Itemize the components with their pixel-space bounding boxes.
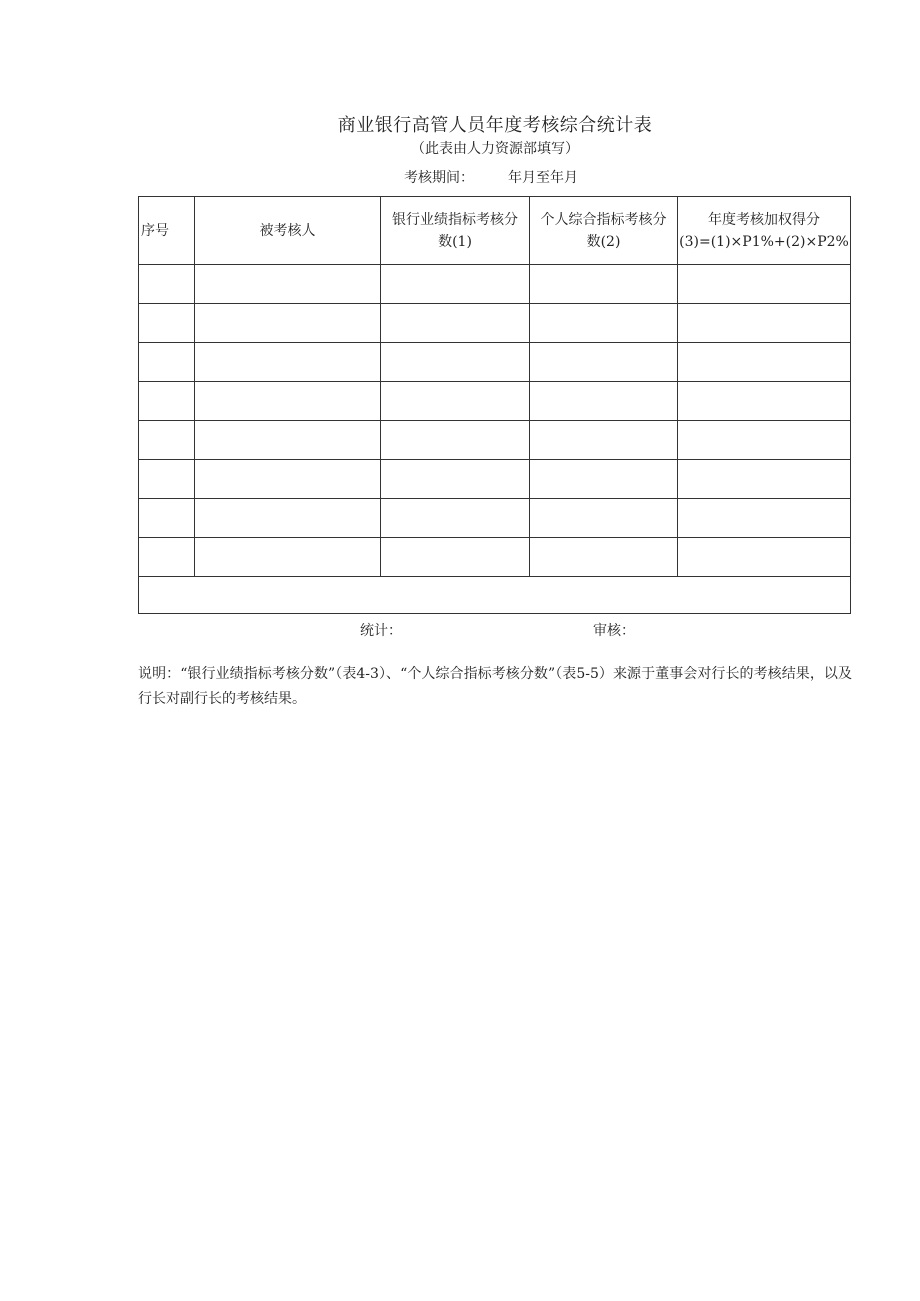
table-row — [139, 421, 851, 460]
cell-personal-score[interactable] — [530, 304, 678, 343]
table-row — [139, 265, 851, 304]
cell-personal-score[interactable] — [530, 343, 678, 382]
cell-assessee[interactable] — [195, 538, 381, 577]
table-row — [139, 538, 851, 577]
header-bank-score — [381, 197, 530, 265]
header-personal-score-line2: 数(2) — [586, 233, 621, 250]
cell-seq[interactable] — [139, 538, 195, 577]
table-row — [139, 499, 851, 538]
cell-annual-score[interactable] — [678, 538, 851, 577]
table-row — [139, 343, 851, 382]
header-personal-score — [530, 197, 678, 265]
explanation-note: 说明：“银行业绩指标考核分数”（表4-3）、“个人综合指标考核分数”（表5-5）来源于董事会对行长的考核结果，以及行长对副行长的考核结果。 — [138, 666, 852, 707]
cell-seq[interactable] — [139, 421, 195, 460]
table-body — [139, 265, 851, 614]
statistics-table — [138, 196, 851, 614]
document-title: 商业银行高管人员年度考核综合统计表 — [337, 115, 653, 136]
cell-bank-score[interactable] — [381, 421, 530, 460]
header-annual-score-line1: 年度考核加权得分 — [708, 211, 820, 228]
cell-assessee[interactable] — [195, 460, 381, 499]
cell-personal-score[interactable] — [530, 538, 678, 577]
cell-bank-score[interactable] — [381, 304, 530, 343]
cell-personal-score[interactable] — [530, 382, 678, 421]
cell-bank-score[interactable] — [381, 382, 530, 421]
cell-assessee[interactable] — [195, 265, 381, 304]
cell-bank-score[interactable] — [381, 499, 530, 538]
cell-annual-score[interactable] — [678, 460, 851, 499]
cell-annual-score[interactable] — [678, 382, 851, 421]
statistics-label: 统计： — [360, 623, 402, 639]
cell-personal-score[interactable] — [530, 265, 678, 304]
cell-seq[interactable] — [139, 343, 195, 382]
cell-assessee[interactable] — [195, 499, 381, 538]
cell-annual-score[interactable] — [678, 421, 851, 460]
header-assessee: 被考核人 — [195, 197, 381, 265]
cell-bank-score[interactable] — [381, 265, 530, 304]
cell-annual-score[interactable] — [678, 304, 851, 343]
cell-bank-score[interactable] — [381, 538, 530, 577]
header-annual-score — [678, 197, 851, 265]
cell-assessee[interactable] — [195, 382, 381, 421]
table-row — [139, 460, 851, 499]
cell-bank-score[interactable] — [381, 343, 530, 382]
header-seq: 序号 — [139, 197, 195, 265]
cell-seq[interactable] — [139, 304, 195, 343]
table-note-row — [139, 577, 851, 614]
cell-seq[interactable] — [139, 499, 195, 538]
cell-seq[interactable] — [139, 265, 195, 304]
cell-assessee[interactable] — [195, 421, 381, 460]
header-bank-score-line2: 数(1) — [438, 233, 472, 250]
cell-merged-remark[interactable] — [139, 577, 851, 614]
header-annual-score-line2: (3)=(1)×P1%+(2)×P2% — [679, 233, 849, 250]
period-label: 考核期间： — [404, 170, 474, 186]
cell-annual-score[interactable] — [678, 499, 851, 538]
cell-personal-score[interactable] — [530, 421, 678, 460]
cell-assessee[interactable] — [195, 304, 381, 343]
assessment-period — [404, 167, 578, 187]
cell-seq[interactable] — [139, 382, 195, 421]
cell-assessee[interactable] — [195, 343, 381, 382]
cell-annual-score[interactable] — [678, 343, 851, 382]
cell-bank-score[interactable] — [381, 460, 530, 499]
table-header-row — [139, 197, 851, 265]
cell-personal-score[interactable] — [530, 460, 678, 499]
document-subtitle: （此表由人力资源部填写） — [411, 141, 579, 157]
cell-annual-score[interactable] — [678, 265, 851, 304]
header-bank-score-line1: 银行业绩指标考核分 — [392, 211, 518, 228]
table-row — [139, 304, 851, 343]
review-label: 审核： — [593, 623, 635, 639]
header-personal-score-line1: 个人综合指标考核分 — [540, 211, 667, 228]
cell-personal-score[interactable] — [530, 499, 678, 538]
period-value: 年月至年月 — [508, 170, 578, 186]
cell-seq[interactable] — [139, 460, 195, 499]
table-row — [139, 382, 851, 421]
